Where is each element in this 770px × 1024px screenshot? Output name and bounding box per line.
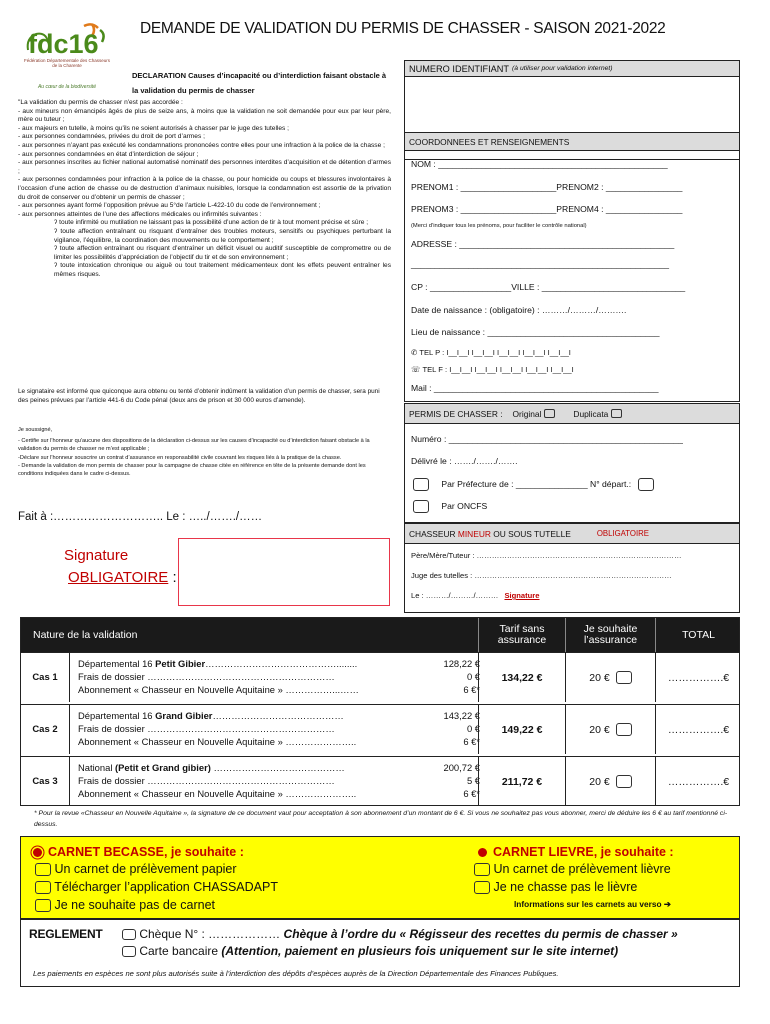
checkbox[interactable]	[35, 899, 51, 912]
desc-price: 6 €*	[463, 736, 480, 747]
desc-item: Grand Gibier	[155, 710, 213, 721]
mineur-header	[405, 524, 739, 544]
mineur-header-b: MINEUR	[457, 528, 491, 539]
total-cell[interactable]: …………….€	[655, 653, 741, 702]
mineur-date-field[interactable]: Le : ………/………/………	[411, 591, 499, 600]
checkbox[interactable]	[474, 863, 490, 876]
desc-line	[78, 709, 480, 722]
signataire-notice: Le signataire est informé que quiconque aura obtenu ou tenté d’obtenir indûment la validation d’un permis de chasser, sera puni des peines prévues par l’article 441-6 du Code pénal (deux ans de prison et 30 000 euros d’amende).	[18, 388, 380, 404]
decl-line: - aux personnes n’ayant pas exécuté les condamnations prononcées contre elles pour une infraction à la police de la chasse ;	[18, 141, 385, 149]
reglement-section	[20, 919, 740, 987]
signature-colon: :	[168, 569, 177, 586]
desc-price: 6 €*	[463, 788, 480, 799]
lievre-bullet-icon	[478, 848, 487, 857]
desc-line	[78, 722, 480, 735]
mineur-date-row	[411, 591, 540, 600]
desc-dots: ……………………………………	[212, 710, 344, 721]
oncfs-label: Par ONCFS	[441, 500, 488, 511]
signature-label	[64, 545, 177, 589]
assurance-price: 20 €	[589, 775, 610, 788]
desc-line	[78, 657, 480, 670]
desc-line	[78, 735, 480, 748]
desc-line	[78, 774, 480, 787]
carte-checkbox[interactable]	[122, 946, 136, 957]
cheque-row	[122, 927, 678, 941]
carte-row	[122, 944, 618, 958]
oncfs-row	[413, 500, 487, 513]
table-row	[21, 652, 739, 702]
cheque-note: Chèque à l’ordre du « Régisseur des recettes du permis de chasser »	[280, 927, 678, 941]
desc-item: Petit Gibier	[155, 658, 206, 669]
decl-line: - aux personnes inscrites au fichier national automatisé nominatif des personnes interdites d’acquisition et de détention d’armes ;	[18, 159, 391, 175]
becasse-option-none[interactable]	[35, 898, 215, 912]
desc-dots: ……………………………………………………	[144, 723, 335, 734]
desc-price: 0 €	[466, 723, 480, 734]
cp-ville-field[interactable]: CP : _________________VILLE : ______________________________	[411, 282, 686, 292]
desc-price: 128,22 €	[443, 658, 480, 669]
mineur-obligatoire: OBLIGATOIRE	[596, 529, 649, 538]
logo-tagline: Au cœur de la biodiversité	[37, 84, 97, 90]
adresse-field-2[interactable]: ______________________________________________________	[411, 259, 670, 269]
decl-line: "La validation du permis de chasser n'est pas accordée :	[18, 99, 183, 106]
desc-line	[78, 787, 480, 800]
identifiant-label: NUMERO IDENTIFIANT	[409, 63, 510, 74]
decl-subline: ʔ toute affection entraînant ou risquant d’entraîner des troubles moteurs, sensitifs ou psychiques perturbant la vigilance, l’équilibre, la coordination des mouvements ou le comportement ;	[54, 227, 391, 244]
footnote: * Pour la revue «Chasseur en Nouvelle Aquitaine », la signature de ce document vaut pour acceptation à son abonnement d’un montant de 6 €. Si vous ne souhaitez pas vous abonner, merci de déduire les 6 € au tarif mentionné ci-dessus.	[34, 810, 728, 828]
mineur-box	[404, 523, 740, 613]
departement-box[interactable]	[638, 478, 654, 491]
cheque-checkbox[interactable]	[122, 929, 136, 940]
desc-item: Frais de dossier	[78, 723, 145, 734]
carnet-info: Informations sur les carnets au verso ➔	[514, 899, 671, 909]
carte-note: (Attention, paiement en plusieurs fois uniquement sur le site internet)	[218, 944, 619, 958]
mineur-header-a: CHASSEUR	[409, 528, 458, 539]
mineur-signature[interactable]: Signature	[504, 591, 540, 600]
total-cell[interactable]: …………….€	[655, 757, 741, 806]
option-label: Télécharger l’application CHASSADAPT	[54, 880, 278, 894]
lievre-title-row	[478, 845, 674, 859]
identifiant-header	[405, 61, 739, 77]
decl-line: - aux personnes atteintes de l’une des affections médicales ou infirmités suivantes :	[18, 210, 262, 218]
row-description	[78, 709, 480, 748]
logo-text: fdc16	[28, 29, 99, 59]
checkbox[interactable]	[35, 881, 51, 894]
desc-item: Frais de dossier	[78, 671, 145, 682]
desc-price: 200,72 €	[443, 762, 480, 773]
tel-p-field[interactable]: ✆ TEL P : I__I__I I__I__I I__I__I I__I__I I__I__I	[411, 348, 571, 357]
total-cell[interactable]: …………….€	[655, 705, 741, 754]
option-label: Un carnet de prélèvement papier	[54, 862, 237, 876]
desc-price: 143,22 €	[443, 710, 480, 721]
desc-dots: ……………………………………………………	[144, 671, 335, 682]
decl-subline: ʔ toute infirmité ou mutilation ne laissant pas la possibilité d’une action de tir à tout moment précise et sûre ;	[54, 219, 369, 227]
assurance-checkbox[interactable]	[616, 775, 632, 788]
decl-line: - aux personnes condamnées en état d’interdiction de séjour ;	[18, 150, 199, 158]
permis-label: PERMIS DE CHASSER :	[409, 408, 503, 419]
tuteur-field[interactable]: Père/Mère/Tuteur : ………………………………………………………………………	[411, 551, 682, 560]
oncfs-checkbox[interactable]	[413, 500, 429, 513]
decl-line: - aux mineurs non émancipés âgés de plus de seize ans, à moins que la validation ne soit demandée pour eux par leur père, mère ou tuteur ;	[18, 107, 391, 124]
row-description	[78, 761, 480, 800]
decl-line: - aux majeurs en tutelle, à moins qu'ils ne soient autorisés à chasser par le juge des tutelles ;	[18, 124, 290, 132]
coordonnees-box	[404, 132, 740, 402]
fait-a-field[interactable]: Fait à :……………………….. Le : …../……./……	[18, 511, 263, 523]
tel-f-field[interactable]: ☏ TEL F : I__I__I I__I__I I__I__I I__I__I I__I__I	[411, 365, 574, 374]
lievre-option-carnet[interactable]	[474, 862, 671, 876]
cheque-field[interactable]: Chèque N° : ………………	[139, 927, 281, 941]
assurance-price: 20 €	[589, 723, 610, 736]
desc-price: 0 €	[466, 671, 480, 682]
checkbox[interactable]	[35, 863, 51, 876]
mail-field[interactable]: Mail : _______________________________________________	[411, 383, 659, 393]
naissance-field[interactable]: Date de naissance : (obligatoire) : ………/………/……….	[411, 305, 627, 315]
soussigne-text	[18, 426, 391, 478]
identifiant-note: (à utiliser pour validation internet)	[512, 65, 613, 72]
desc-prefix: National	[78, 762, 116, 773]
desc-line	[78, 670, 480, 683]
permis-box	[404, 403, 740, 523]
decl-line: - aux personnes condamnées, privées du droit de port d’armes ;	[18, 133, 205, 141]
soussigne-line: - Demande la validation de mon permis de chasser pour la campagne de chasse citée en référence en tête de la présente demande dont les conditions indiquées dans le cadre ci-dessus.	[18, 462, 366, 478]
decl-line: - aux personnes condamnées pour infraction à la police de la chasse, ou pour homicide ou coups et blessures involontaires à l’occasion d’une action de chasse ou de destruction d’animaux nuisibles, lorsque la condamnation est assortie de la privation du droit de conserver ou d’obtenir un permis de chasser ;	[18, 176, 391, 201]
becasse-bullet-icon	[33, 848, 42, 857]
permis-header	[405, 404, 739, 424]
validation-table	[20, 617, 740, 806]
signature-text: Signature	[64, 547, 129, 564]
juge-field[interactable]: Juge des tutelles : ……………………………………………………………………	[411, 571, 672, 580]
desc-dots: ……………………………………………………	[144, 775, 335, 786]
cas-label: Cas 3	[21, 757, 70, 806]
header-total: TOTAL	[655, 618, 741, 652]
becasse-option-papier[interactable]	[35, 862, 237, 876]
tarif-cell: 149,22 €	[478, 705, 565, 754]
cas-label: Cas 2	[21, 705, 70, 754]
table-header	[21, 618, 739, 652]
desc-line	[78, 761, 480, 774]
desc-price: 6 €*	[463, 684, 480, 695]
desc-dots: …………………..	[282, 788, 357, 799]
desc-prefix: Départemental 16	[78, 658, 156, 669]
prenom34-field[interactable]: PRENOM3 : ____________________PRENOM4 : ________________	[411, 204, 683, 214]
lievre-title: CARNET LIEVRE, je souhaite :	[493, 845, 674, 859]
declaration-title: DECLARATION Causes d’incapacité ou d’interdiction faisant obstacle à la validation du permis de chasser	[132, 71, 387, 95]
option-label: Je ne chasse pas le lièvre	[493, 880, 638, 894]
assurance-checkbox[interactable]	[616, 723, 632, 736]
option-label: Je ne souhaite pas de carnet	[54, 898, 216, 912]
delivre-field[interactable]: Délivré le : ……./……./…….	[411, 456, 518, 466]
lieu-naissance-field[interactable]: Lieu de naissance : ____________________________________	[411, 327, 660, 337]
nom-field[interactable]: NOM : ________________________________________________	[411, 159, 668, 169]
header-nature: Nature de la validation	[33, 628, 138, 641]
assurance-cell	[565, 705, 655, 754]
numero-field[interactable]: Numéro : _________________________________________________	[411, 434, 683, 444]
prefecture-checkbox[interactable]	[413, 478, 429, 491]
desc-prefix: Départemental 16	[78, 710, 156, 721]
original-label: Original	[512, 408, 542, 419]
desc-price: 5 €	[466, 775, 480, 786]
signature-required: OBLIGATOIRE	[68, 569, 169, 586]
desc-item: Frais de dossier	[78, 775, 145, 786]
carte-label: Carte bancaire	[139, 944, 219, 958]
desc-item: (Petit et Grand gibier)	[115, 762, 211, 773]
original-checkbox[interactable]	[544, 409, 555, 418]
prenom12-field[interactable]: PRENOM1 : ____________________PRENOM2 : ________________	[411, 182, 683, 192]
table-row	[21, 704, 739, 754]
cas-label: Cas 1	[21, 653, 70, 702]
desc-line	[78, 683, 480, 696]
desc-dots: ……………...……	[282, 684, 359, 695]
prefecture-field[interactable]: Par Préfecture de : _______________ N° départ.:	[441, 478, 632, 489]
reglement-label: REGLEMENT	[29, 927, 103, 941]
desc-item: Abonnement « Chasseur en Nouvelle Aquitaine »	[78, 684, 283, 695]
page-title: DEMANDE DE VALIDATION DU PERMIS DE CHASSER - SAISON 2021-2022	[140, 20, 666, 37]
carnet-section	[20, 836, 740, 919]
mineur-header-c: OU SOUS TUTELLE	[490, 528, 571, 539]
declaration-text	[18, 99, 391, 279]
assurance-cell	[565, 653, 655, 702]
decl-line: - aux personnes ayant formé l’opposition prévue au 5°de l’article L-422-10 du code de l’environnement ;	[18, 202, 321, 210]
reglement-note: Les paiements en espèces ne sont plus autorisés suite à l’interdiction des dépôts d’espèces auprès de la Direction Départementale des Finances Publiques.	[33, 969, 559, 978]
duplicata-label: Duplicata	[573, 408, 609, 419]
table-row	[21, 756, 739, 806]
becasse-option-app[interactable]	[35, 880, 278, 894]
coordonnees-header: COORDONNEES ET RENSEIGNEMENTS	[405, 133, 739, 151]
becasse-title: CARNET BECASSE, je souhaite :	[48, 845, 244, 859]
tarif-cell: 134,22 €	[478, 653, 565, 702]
desc-dots: …………………..	[282, 736, 357, 747]
header-tarif: Tarif sans assurance	[478, 618, 565, 652]
desc-dots: ……………………………………........	[205, 658, 358, 669]
row-description	[78, 657, 480, 696]
adresse-field[interactable]: ADRESSE : _____________________________________________	[411, 239, 675, 249]
decl-subline: ʔ toute affection entraînant ou risquant d’entraîner un déficit visuel ou auditif susceptible de compromettre ou de limiter les possibilités d’appréciation de l’objectif du tir et de son environnement ;	[54, 245, 391, 261]
signature-box[interactable]	[178, 538, 390, 606]
soussigne-line: - Certifie sur l’honneur qu’aucune des dispositions de la déclaration ci-dessus sur les causes d’incapacité ou d’interdiction faisant obstacle à la validation du permis de chasser ne m’est applicable ;	[18, 438, 370, 453]
assurance-checkbox[interactable]	[616, 671, 632, 684]
lievre-option-none[interactable]	[474, 880, 637, 894]
soussigne-line: Je soussigné,	[18, 427, 53, 433]
soussigne-line: -Déclare sur l’honneur souscrire un contrat d’assurance en responsabilité civile couvrant les risques liés à la pratique de la chasse.	[18, 454, 342, 461]
prefecture-row	[413, 478, 654, 491]
assurance-cell	[565, 757, 655, 806]
becasse-title-row	[33, 845, 244, 859]
desc-item: Abonnement « Chasseur en Nouvelle Aquitaine »	[78, 788, 283, 799]
option-label: Un carnet de prélèvement lièvre	[493, 862, 671, 876]
header-assurance: Je souhaite l’assurance	[565, 618, 655, 652]
assurance-price: 20 €	[589, 671, 610, 684]
prenoms-note: (Merci d’indiquer tous les prénoms, pour faciliter le contrôle national)	[411, 223, 587, 229]
desc-item: Abonnement « Chasseur en Nouvelle Aquitaine »	[78, 736, 283, 747]
tarif-cell: 211,72 €	[478, 757, 565, 806]
checkbox[interactable]	[474, 881, 490, 894]
decl-subline: ʔ toute intoxication chronique ou aiguë ou tout traitement médicamenteux dont les effets peuvent entraîner les mêmes risques.	[54, 262, 391, 278]
duplicata-checkbox[interactable]	[611, 409, 622, 418]
logo-subtitle: Fédération Départementale des Chasseurs de la Charente	[23, 58, 111, 68]
desc-dots: ……………………………………	[210, 762, 345, 773]
